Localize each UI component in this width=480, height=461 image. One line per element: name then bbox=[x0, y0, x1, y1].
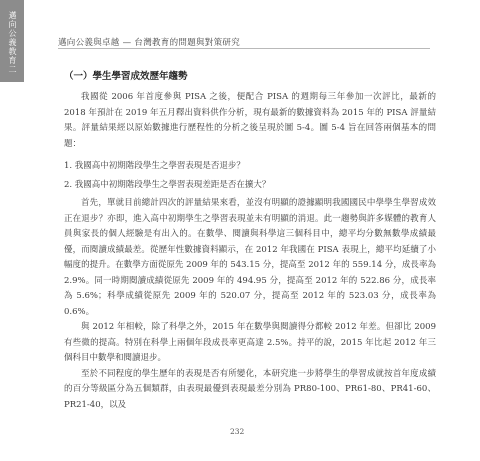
question-1: 1. 我國高中初期階段學生之學習表現是否退步？ bbox=[64, 161, 245, 171]
body-paragraph-block bbox=[64, 196, 436, 413]
body-paragraph-1: 首先，單就目前總計四次的評量結果來看，並沒有明顯的證據顯明我國國民中學學生學習成效正在退步？亦即，進入高中初期學生之學習表現並未有明顯的消退。此一趨勢與許多媒體的教育人員與家長的個人經驗是有出入的。在數學、閱讀與科學這三個科目中，總平均分數無數學成績最優，而閱讀成績最差。從歷年性數據資料顯示，在 2012 年我國在 PISA 表現上，總平均延續了小幅度的提升。在數學方面從原先 2009 年的 543.15 分，提高至 2012 年的 559.14 分，成長率為 2.9%。同一時期閱讀成績從原先 2009 年的 494.95 分，提高至 2012 年的 522.86 分，成長率為 5.6%；科學成績從原先 2009 年的 520.07 分，提高至 2012 年的 523.03 分，成長率為 0.6%。 bbox=[64, 198, 436, 317]
chapter-side-tab bbox=[0, 0, 24, 82]
body-paragraph-2: 與 2012 年相較，除了科學之外，2015 年在數學與閱讀得分都較 2012 年差。但卻比 2009 有些微的提高。特別在科學上兩個年段成長率更高達 2.5%。持平的說，2015 年比起 2012 年三個科目中數學和閱讀退步。 bbox=[64, 322, 436, 363]
body-paragraph-3: 至於不同程度的學生歷年的表現是否有所變化，本研究進一步將學生的學習成就按首年度成績的百分等級區分為五個類群，由表現最優到表現最差分別為 PR80-100、PR61-80、PR41-60、PR21-40，以及 bbox=[64, 368, 436, 410]
question-2: 2. 我國高中初期階段學生之學習表現差距是否在擴大？ bbox=[64, 180, 271, 190]
intro-paragraph: 我國從 2006 年首度參與 PISA 之後，便配合 PISA 的週期每三年參加一次評比，最新的 2018 年預計在 2019 年五月釋出資料供作分析，現有最新的數據資料為 2015 年的 PISA 評量結果。評量結果經以原始數據進行歷程性的分析之後呈現於圖 5-4。圖 5-4 旨在回答兩個基本的問題： bbox=[64, 92, 436, 149]
header-divider bbox=[58, 48, 430, 49]
intro-paragraph-block bbox=[64, 90, 436, 152]
page-number: 232 bbox=[230, 427, 245, 436]
running-header: 邁向公義與卓越 — 台灣教育的問題與對策研究 bbox=[58, 38, 241, 48]
side-tab-label: 邁向公義教育二 bbox=[8, 10, 17, 74]
section-heading: （一）學生學習成效歷年趨勢 bbox=[64, 71, 188, 82]
